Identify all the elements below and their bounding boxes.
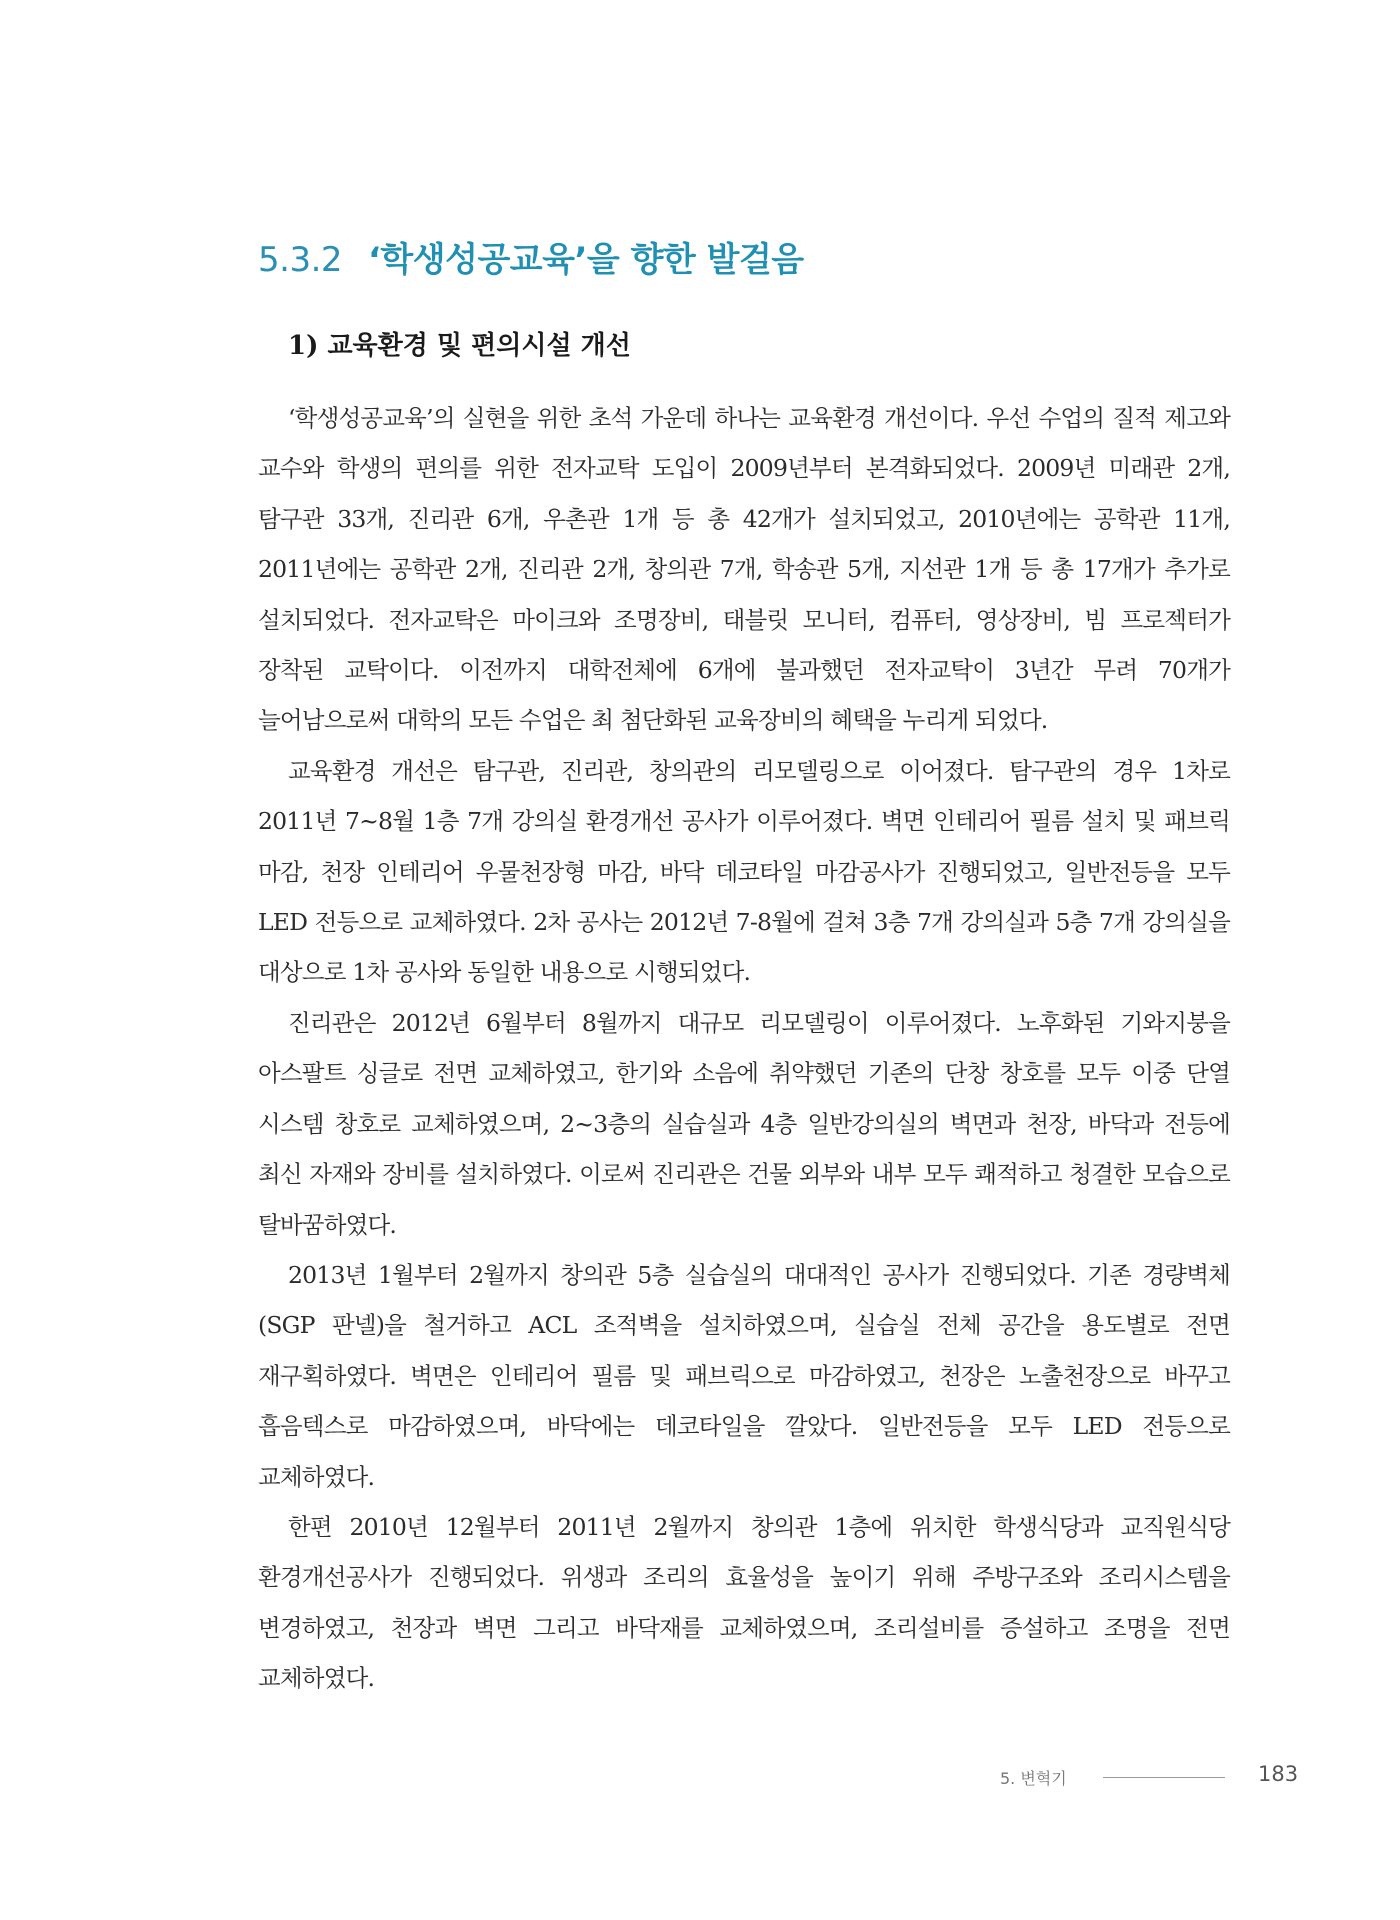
paragraph-1: ‘학생성공교육’의 실현을 위한 초석 가운데 하나는 교육환경 개선이다. 우선 수업의 질적 제고와 교수와 학생의 편의를 위한 전자교탁 도입이 2009년부터 본격화되었다. 2009년 미래관 2개, 탐구관 33개, 진리관 6개, 우촌관 1개 등 총 42개가 설치되었고, 2010년에는 공학관 11개, 2011년에는 공학관 2개, 진리관 2개, 창의관 7개, 학송관 5개, 지선관 1개 등 총 17개가 추가로 설치되었다. 전자교탁은 마이크와 조명장비, 태블릿 모니터, 컴퓨터, 영상장비, 빔 프로젝터가 장착된 교탁이다. 이전까지 대학전체에 6개에 불과했던 전자교탁이 3년간 무려 70개가 늘어남으로써 대학의 모든 수업은 최 첨단화된 교육장비의 혜택을 누리게 되었다.	[258, 404, 1230, 735]
footer-divider	[1103, 1777, 1225, 1778]
body-text	[258, 393, 1230, 1704]
page-footer	[1000, 1762, 1300, 1792]
paragraph-4: 2013년 1월부터 2월까지 창의관 5층 실습실의 대대적인 공사가 진행되었다. 기존 경량벽체(SGP 판넬)을 철거하고 ACL 조적벽을 설치하였으며, 실습실 전체 공간을 용도별로 전면 재구획하였다. 벽면은 인테리어 필름 및 패브릭으로 마감하였고, 천장은 노출천장으로 바꾸고 흡음텍스로 마감하였으며, 바닥에는 데코타일을 깔았다. 일반전등을 모두 LED 전등으로 교체하였다.	[258, 1260, 1230, 1491]
section-title: ‘학생성공교육’을 향한 발걸음	[368, 240, 804, 280]
footer-chapter-label: 5. 변혁기	[1000, 1769, 1067, 1788]
paragraph-2: 교육환경 개선은 탐구관, 진리관, 창의관의 리모델링으로 이어졌다. 탐구관의 경우 1차로 2011년 7~8월 1층 7개 강의실 환경개선 공사가 이루어졌다. 벽면 인테리어 필름 설치 및 패브릭 마감, 천장 인테리어 우물천장형 마감, 바닥 데코타일 마감공사가 진행되었고, 일반전등을 모두 LED 전등으로 교체하였다. 2차 공사는 2012년 7-8월에 걸쳐 3층 7개 강의실과 5층 7개 강의실을 대상으로 1차 공사와 동일한 내용으로 시행되었다.	[258, 756, 1230, 987]
section-heading	[258, 232, 804, 281]
page-number: 183	[1258, 1762, 1299, 1786]
subsection-heading: 1) 교육환경 및 편의시설 개선	[288, 331, 631, 361]
section-number: 5.3.2	[258, 240, 343, 280]
paragraph-5: 한편 2010년 12월부터 2011년 2월까지 창의관 1층에 위치한 학생식당과 교직원식당 환경개선공사가 진행되었다. 위생과 조리의 효율성을 높이기 위해 주방구조와 조리시스템을 변경하였고, 천장과 벽면 그리고 바닥재를 교체하였으며, 조리설비를 증설하고 조명을 전면 교체하였다.	[258, 1512, 1230, 1693]
paragraph-3: 진리관은 2012년 6월부터 8월까지 대규모 리모델링이 이루어졌다. 노후화된 기와지붕을 아스팔트 싱글로 전면 교체하였고, 한기와 소음에 취약했던 기존의 단창 창호를 모두 이중 단열 시스템 창호로 교체하였으며, 2~3층의 실습실과 4층 일반강의실의 벽면과 천장, 바닥과 전등에 최신 자재와 장비를 설치하였다. 이로써 진리관은 건물 외부와 내부 모두 쾌적하고 청결한 모습으로 탈바꿈하였다.	[258, 1008, 1230, 1239]
